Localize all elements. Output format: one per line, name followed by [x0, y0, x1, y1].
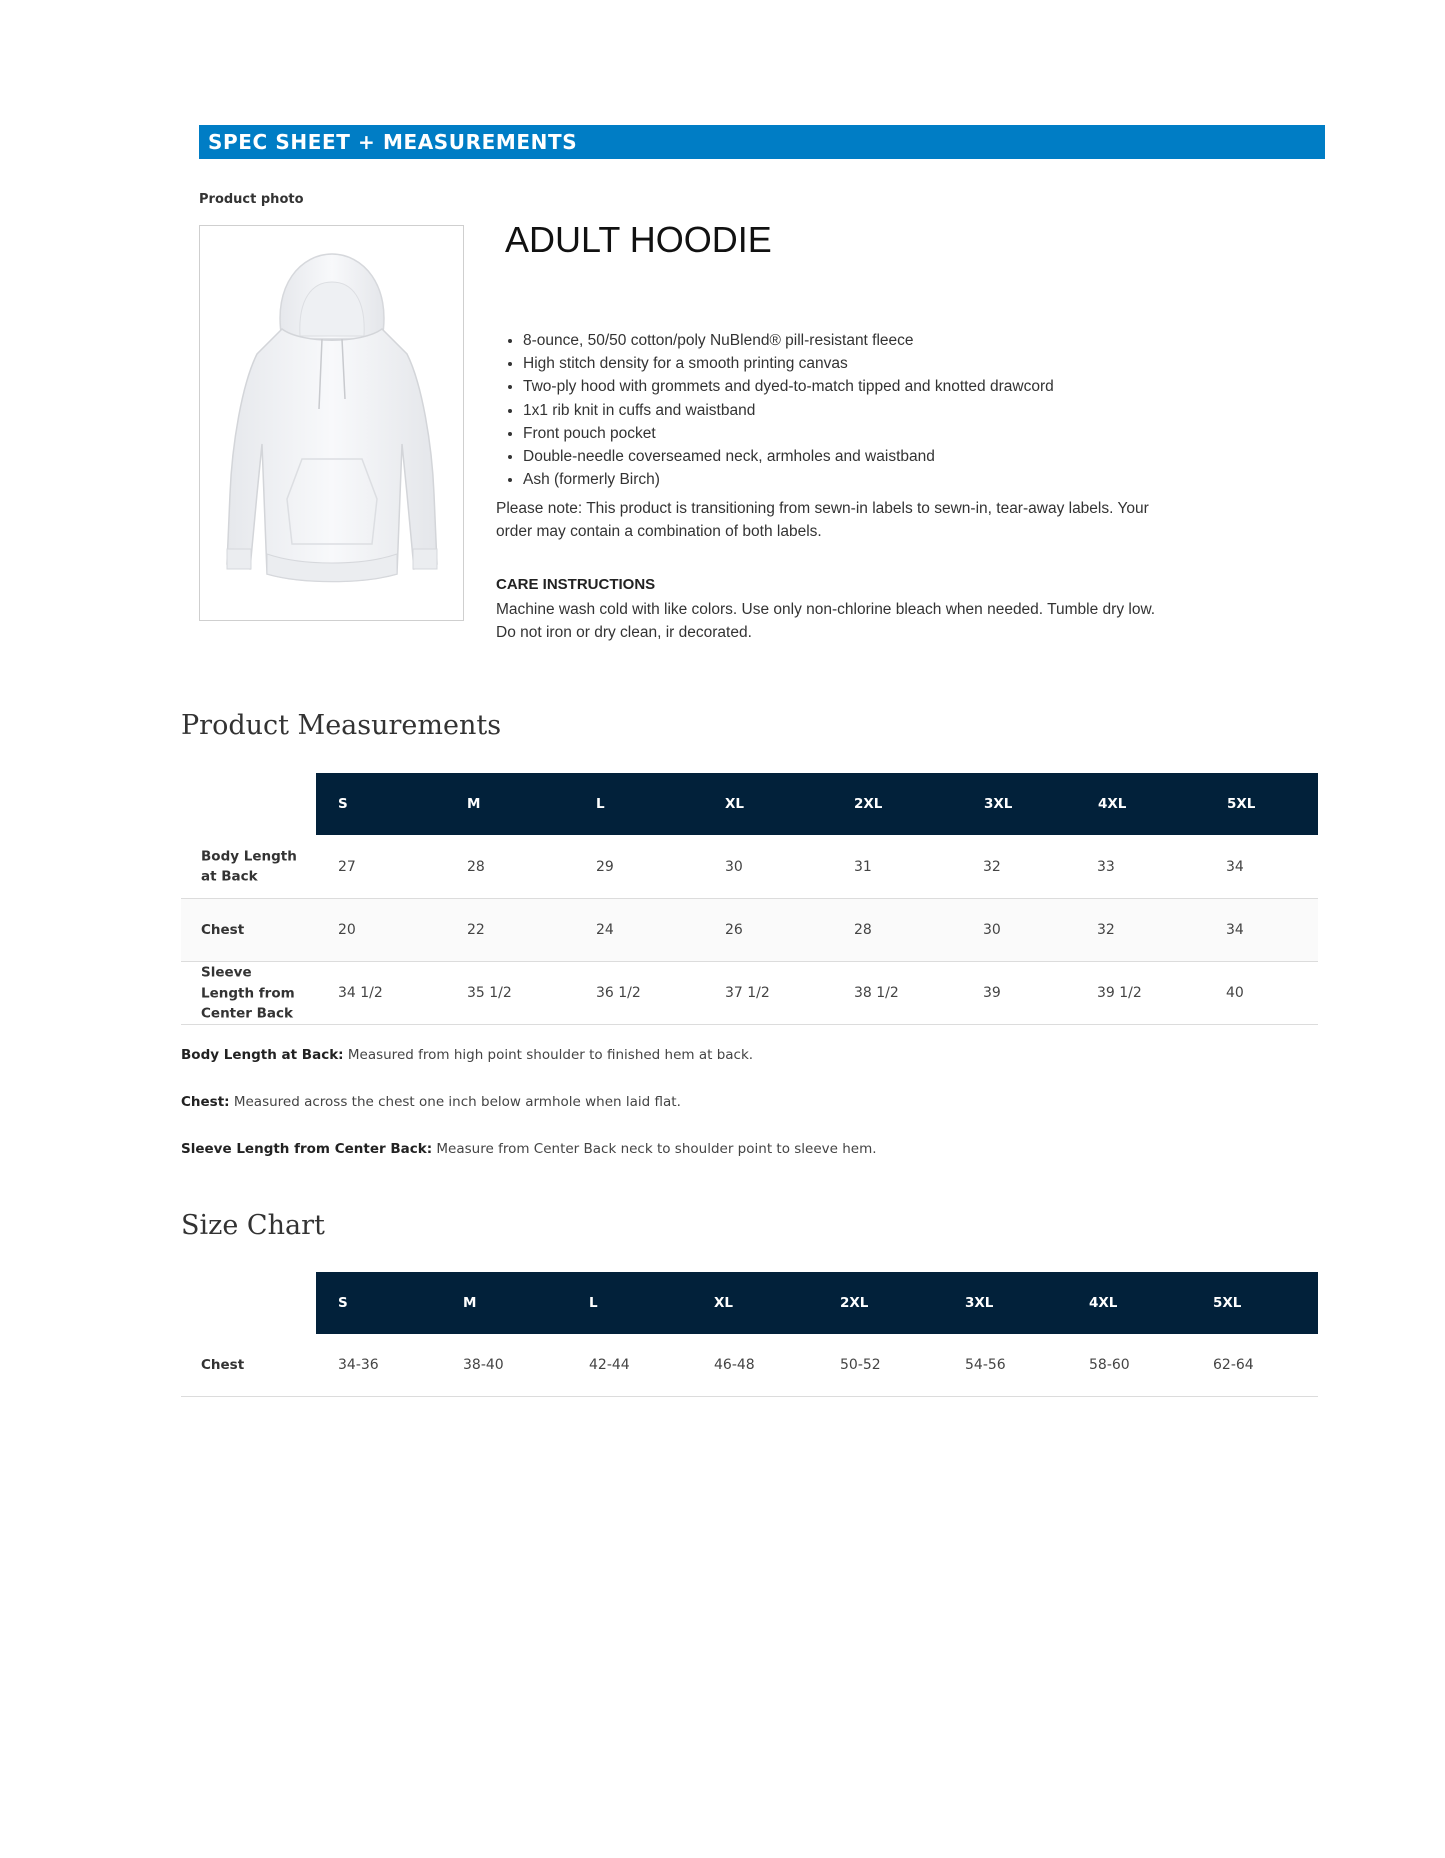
table-cell: 38 1/2 [854, 985, 899, 1001]
list-item: • Double-needle coverseamed neck, armholes and waistband [523, 445, 1054, 468]
size-chart-title: Size Chart [181, 1210, 325, 1241]
table-cell: 54-56 [965, 1357, 1006, 1373]
table-cell: 20 [338, 922, 356, 938]
spec-sheet-banner [199, 125, 1325, 159]
table-cell: 39 1/2 [1097, 985, 1142, 1001]
definition-term: Sleeve Length from Center Back: [181, 1141, 433, 1157]
table-cell: 32 [1097, 922, 1115, 938]
definition-term: Body Length at Back: [181, 1047, 344, 1063]
size-header: S [338, 796, 348, 812]
table-cell: 38-40 [463, 1357, 504, 1373]
table-cell: 33 [1097, 858, 1115, 875]
size-header: S [338, 1295, 348, 1311]
list-item: • 8-ounce, 50/50 cotton/poly NuBlend® pill-resistant fleece [523, 329, 1054, 352]
feature-list [496, 329, 1054, 491]
table-cell: 50-52 [840, 1357, 881, 1373]
table-cell: 34 [1226, 922, 1244, 938]
list-item: • High stitch density for a smooth printing canvas [523, 352, 1054, 375]
list-item: • 1x1 rib knit in cuffs and waistband [523, 399, 1054, 422]
table-row [181, 1334, 1318, 1397]
definition-chest [181, 1094, 681, 1110]
size-header: 2XL [840, 1295, 869, 1311]
row-label: Chest [201, 921, 245, 938]
table-row [181, 899, 1318, 962]
definition-term: Chest: [181, 1094, 230, 1110]
table-cell: 39 [983, 985, 1001, 1001]
measurements-title: Product Measurements [181, 710, 502, 741]
table-header [316, 773, 1318, 835]
table-cell: 58-60 [1089, 1357, 1130, 1373]
list-item: • Front pouch pocket [523, 422, 1054, 445]
table-cell: 42-44 [589, 1357, 630, 1373]
table-cell: 34 1/2 [338, 985, 383, 1001]
size-header: L [596, 796, 605, 812]
definition-text: Measure from Center Back neck to shoulder point to sleeve hem. [432, 1141, 877, 1157]
definition-text: Measured across the chest one inch below armhole when laid flat. [229, 1094, 681, 1110]
table-cell: 46-48 [714, 1357, 755, 1373]
row-label: Body Length at Back [201, 848, 297, 885]
size-header: 2XL [854, 796, 883, 812]
measurements-table [181, 773, 1318, 1025]
size-header: L [589, 1295, 598, 1311]
size-chart-table [181, 1272, 1318, 1397]
product-photo [199, 225, 464, 621]
table-cell: 37 1/2 [725, 985, 770, 1001]
table-cell: 35 1/2 [467, 985, 512, 1001]
table-cell: 31 [854, 858, 872, 875]
definition-sleeve-length [181, 1141, 877, 1157]
table-cell: 30 [983, 922, 1001, 938]
table-cell: 29 [596, 858, 614, 875]
care-instructions-text: Machine wash cold with like colors. Use only non-chlorine bleach when needed. Tumble dry low. Do not iron or dry clean, ir decorated. [496, 601, 1156, 641]
list-item: • Ash (formerly Birch) [523, 468, 1054, 491]
table-cell: 32 [983, 858, 1001, 875]
hoodie-photo-icon [212, 244, 452, 604]
table-row [181, 962, 1318, 1025]
definition-body-length [181, 1047, 753, 1063]
size-header: M [463, 1295, 477, 1311]
table-cell: 28 [854, 922, 872, 938]
table-cell: 22 [467, 922, 485, 938]
list-item: • Two-ply hood with grommets and dyed-to-match tipped and knotted drawcord [523, 375, 1054, 398]
table-cell: 62-64 [1213, 1357, 1254, 1373]
size-header: 4XL [1098, 796, 1127, 812]
table-cell: 28 [467, 858, 485, 875]
row-label: Sleeve Length from Center Back [201, 964, 295, 1022]
definition-text: Measured from high point shoulder to finished hem at back. [343, 1047, 754, 1063]
product-photo-label: Product photo [199, 192, 304, 207]
size-header: 3XL [984, 796, 1013, 812]
size-header: 3XL [965, 1295, 994, 1311]
table-cell: 34 [1226, 858, 1244, 875]
size-header: XL [725, 796, 745, 812]
banner-title: SPEC SHEET + MEASUREMENTS [208, 130, 578, 154]
table-cell: 30 [725, 858, 743, 875]
care-instructions-title: CARE INSTRUCTIONS [496, 576, 656, 593]
table-cell: 34-36 [338, 1357, 379, 1373]
size-header: 5XL [1227, 796, 1256, 812]
label-note: Please note: This product is transitioning from sewn-in labels to sewn-in, tear-away labels. Your order may contain a combination of both labels. [496, 500, 1149, 540]
row-label: Chest [201, 1356, 245, 1373]
table-cell: 26 [725, 922, 743, 938]
table-row [181, 835, 1318, 899]
table-cell: 27 [338, 858, 356, 875]
table-cell: 36 1/2 [596, 985, 641, 1001]
product-title: ADULT HOODIE [505, 219, 772, 260]
size-header: 4XL [1089, 1295, 1118, 1311]
size-header: 5XL [1213, 1295, 1242, 1311]
table-header [316, 1272, 1318, 1334]
size-header: M [467, 796, 481, 812]
table-cell: 24 [596, 922, 614, 938]
table-cell: 40 [1226, 985, 1244, 1001]
size-header: XL [714, 1295, 734, 1311]
